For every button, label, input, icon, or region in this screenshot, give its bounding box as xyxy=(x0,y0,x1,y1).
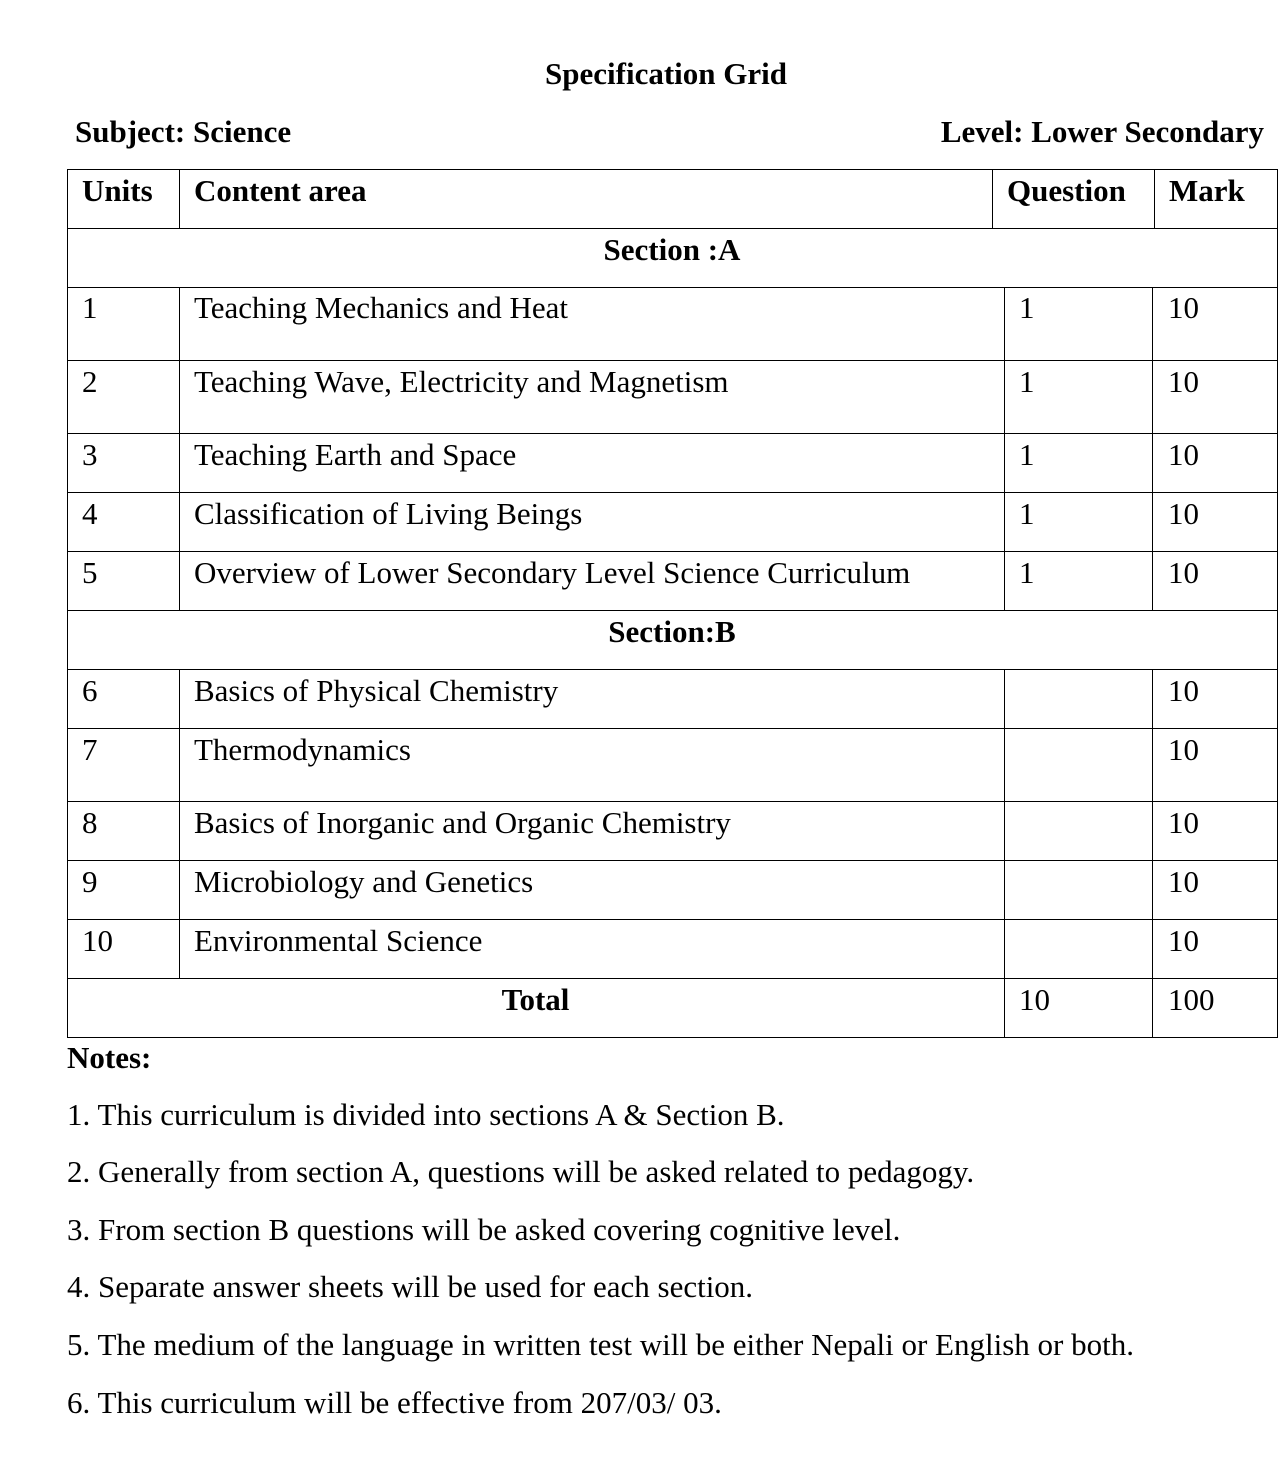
content-cell: Microbiology and Genetics xyxy=(194,864,534,899)
table-rule xyxy=(67,978,1278,979)
column-divider xyxy=(179,169,180,229)
total-question-cell: 10 xyxy=(1019,982,1050,1017)
unit-cell: 5 xyxy=(82,555,98,590)
unit-cell: 7 xyxy=(82,732,98,767)
content-cell: Teaching Mechanics and Heat xyxy=(194,290,568,325)
unit-cell: 2 xyxy=(82,364,98,399)
question-cell: 1 xyxy=(1019,437,1035,472)
unit-cell: 1 xyxy=(82,290,98,325)
content-cell: Overview of Lower Secondary Level Science Curriculum xyxy=(194,555,911,590)
level-label: Level: Lower Secondary xyxy=(940,114,1264,149)
note-item: 2. Generally from section A, questions will be asked related to pedagogy. xyxy=(67,1154,975,1189)
table-rule xyxy=(67,228,1278,229)
header-question: Question xyxy=(1007,173,1126,208)
unit-cell: 8 xyxy=(82,805,98,840)
table-rule xyxy=(67,728,1278,729)
content-cell: Environmental Science xyxy=(194,923,483,958)
question-cell: 1 xyxy=(1019,555,1035,590)
table-rule xyxy=(67,801,1278,802)
mark-cell: 10 xyxy=(1168,555,1199,590)
mark-cell: 10 xyxy=(1168,805,1199,840)
table-rule xyxy=(67,433,1278,434)
mark-cell: 10 xyxy=(1168,673,1199,708)
subject-label: Subject: Science xyxy=(75,114,292,149)
mark-cell: 10 xyxy=(1168,864,1199,899)
table-rule xyxy=(67,492,1278,493)
column-divider xyxy=(1152,669,1153,979)
column-divider xyxy=(1152,287,1153,611)
note-item: 3. From section B questions will be asked covering cognitive level. xyxy=(67,1212,901,1247)
content-cell: Teaching Wave, Electricity and Magnetism xyxy=(194,364,729,399)
content-cell: Basics of Physical Chemistry xyxy=(194,673,559,708)
mark-cell: 10 xyxy=(1168,923,1199,958)
mark-cell: 10 xyxy=(1168,732,1199,767)
content-cell: Classification of Living Beings xyxy=(194,496,583,531)
unit-cell: 3 xyxy=(82,437,98,472)
mark-cell: 10 xyxy=(1168,364,1199,399)
mark-cell: 10 xyxy=(1168,496,1199,531)
table-rule xyxy=(67,919,1278,920)
mark-cell: 10 xyxy=(1168,290,1199,325)
column-divider xyxy=(1004,287,1005,611)
table-border-bottom xyxy=(67,1037,1278,1038)
question-cell: 1 xyxy=(1019,496,1035,531)
header-mark: Mark xyxy=(1169,173,1245,208)
table-border-left xyxy=(67,169,68,1038)
column-divider xyxy=(1152,978,1153,1038)
unit-cell: 10 xyxy=(82,923,113,958)
header-units: Units xyxy=(82,173,153,208)
unit-cell: 6 xyxy=(82,673,98,708)
header-content-area: Content area xyxy=(194,173,367,208)
table-rule xyxy=(67,360,1278,361)
table-rule xyxy=(67,551,1278,552)
note-item: 6. This curriculum will be effective from 207/03/ 03. xyxy=(67,1385,722,1420)
table-rule xyxy=(67,669,1278,670)
question-cell: 1 xyxy=(1019,364,1035,399)
table-border-right xyxy=(1277,169,1278,1038)
column-divider xyxy=(992,169,993,229)
table-border-top xyxy=(67,169,1278,170)
mark-cell: 10 xyxy=(1168,437,1199,472)
column-divider xyxy=(1004,978,1005,1038)
section-a-label: Section :A xyxy=(603,232,741,267)
notes-heading: Notes: xyxy=(67,1040,152,1075)
content-cell: Basics of Inorganic and Organic Chemistry xyxy=(194,805,731,840)
content-cell: Thermodynamics xyxy=(194,732,411,767)
table-rule xyxy=(67,610,1278,611)
note-item: 1. This curriculum is divided into sections A & Section B. xyxy=(67,1097,785,1132)
page-title: Specification Grid xyxy=(545,56,787,91)
column-divider xyxy=(179,669,180,979)
total-label: Total xyxy=(501,982,570,1017)
note-item: 5. The medium of the language in written test will be either Nepali or English or both. xyxy=(67,1327,1134,1362)
column-divider xyxy=(179,287,180,611)
total-mark-cell: 100 xyxy=(1168,982,1215,1017)
unit-cell: 9 xyxy=(82,864,98,899)
content-cell: Teaching Earth and Space xyxy=(194,437,517,472)
column-divider xyxy=(1004,669,1005,979)
section-b-label: Section:B xyxy=(608,614,736,649)
column-divider xyxy=(1154,169,1155,229)
note-item: 4. Separate answer sheets will be used for each section. xyxy=(67,1269,754,1304)
table-rule xyxy=(67,860,1278,861)
unit-cell: 4 xyxy=(82,496,98,531)
question-cell: 1 xyxy=(1019,290,1035,325)
